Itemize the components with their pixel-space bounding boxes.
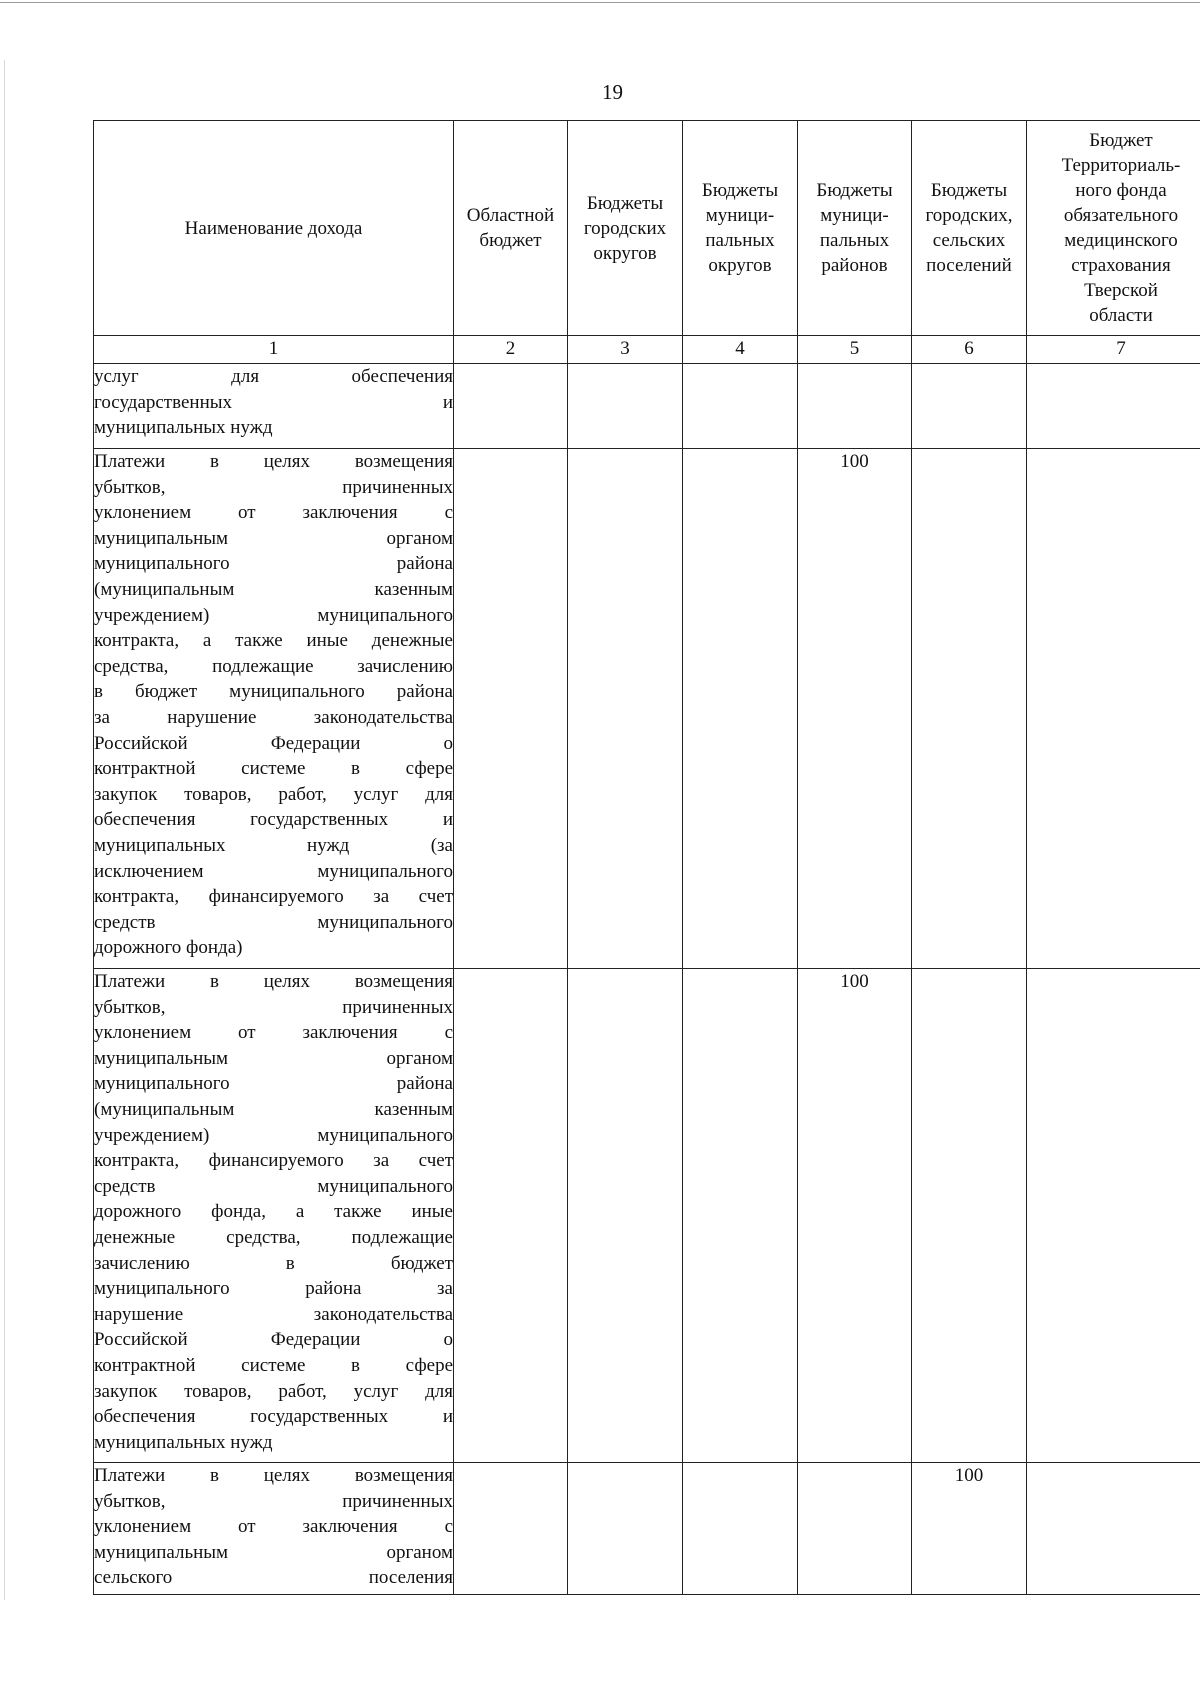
column-header-line: пальных (705, 230, 775, 251)
column-header-line: ного фонда (1075, 180, 1167, 201)
revenue-name-line: сельского поселения (94, 1567, 453, 1589)
revenue-name-line: Российской Федерации о (94, 1329, 453, 1351)
column-header-line: области (1089, 305, 1153, 326)
revenue-name-line: уклонением от заключения с (94, 502, 453, 524)
share-value-cell (1027, 364, 1200, 449)
revenue-name-line: Платежи в целях возмещения (94, 971, 453, 992)
revenue-name-line: муниципального района за (94, 1278, 453, 1300)
column-header-line: Территориаль- (1061, 155, 1181, 176)
revenue-name-line: (муниципальным казенным (94, 578, 453, 600)
column-number: 7 (1027, 336, 1200, 364)
column-header-line: медицинского (1064, 230, 1178, 251)
share-value-cell (454, 969, 568, 1463)
revenue-name-line: в бюджет муниципального района (94, 681, 453, 703)
column-number: 5 (798, 336, 912, 364)
revenue-name-line: (муниципальным казенным (94, 1098, 453, 1120)
revenue-distribution-table (93, 120, 1200, 1595)
column-header (683, 121, 798, 336)
revenue-name-line: муниципальных нужд (94, 417, 273, 439)
column-header (94, 121, 454, 336)
share-value-cell (454, 364, 568, 449)
revenue-name-line: государственных и (94, 391, 453, 413)
column-header-line: пальных (819, 230, 890, 251)
column-header-line: Бюджеты (701, 180, 779, 201)
column-header (912, 121, 1027, 336)
revenue-name-cell (94, 364, 454, 449)
column-header (568, 121, 683, 336)
revenue-name-line: Российской Федерации о (94, 732, 453, 754)
column-header-line: Тверской (1084, 280, 1158, 301)
share-value-cell: 100 (798, 449, 912, 969)
revenue-name-line: обеспечения государственных и (94, 1406, 453, 1428)
revenue-name-line: контракта, а также иные денежные (94, 630, 453, 652)
column-header (454, 121, 568, 336)
revenue-name-line: муниципальным органом (94, 1047, 453, 1069)
revenue-name-line: учреждением) муниципального (94, 604, 453, 626)
revenue-name-line: убытков, причиненных (94, 476, 453, 498)
column-header-line: Наименование дохода (184, 217, 363, 239)
revenue-name-line: за нарушение законодательства (94, 706, 453, 728)
revenue-name-line: исключением муниципального (94, 860, 453, 882)
table-row (94, 1463, 1200, 1595)
column-header-line: сельских (932, 230, 1006, 251)
table-row (94, 969, 1200, 1463)
share-value-cell (568, 969, 683, 1463)
revenue-name-line: дорожного фонда, а также иные (94, 1201, 453, 1223)
revenue-name-line: средств муниципального (94, 911, 453, 933)
column-header-line: Бюджеты (816, 180, 893, 201)
revenue-name-line: нарушение законодательства (94, 1303, 453, 1325)
column-header-line: городских (583, 217, 667, 239)
revenue-name-line: муниципального района (94, 553, 453, 575)
column-header-line: муници- (820, 205, 889, 226)
revenue-name-line: муниципальным органом (94, 1541, 453, 1563)
revenue-name-line: зачислению в бюджет (94, 1252, 453, 1274)
column-header-line: Бюджеты (930, 180, 1008, 201)
share-value-cell (683, 449, 798, 969)
column-header-line: Бюджеты (586, 192, 664, 214)
column-header-line: поселений (926, 255, 1012, 276)
revenue-name-line: убытков, причиненных (94, 1490, 453, 1512)
column-header-line: округов (708, 255, 772, 276)
column-header (1027, 121, 1200, 336)
share-value-cell (912, 449, 1027, 969)
share-value-cell (568, 1463, 683, 1595)
page-number: 19 (602, 80, 623, 104)
column-header-line: бюджет (479, 230, 542, 251)
revenue-name-line: муниципальных нужд (94, 1431, 273, 1453)
share-value-cell (683, 969, 798, 1463)
share-value-cell (912, 364, 1027, 449)
column-header-line: округов (593, 242, 657, 264)
revenue-name-line: контракта, финансируемого за счет (94, 1150, 453, 1172)
revenue-name-line: средства, подлежащие зачислению (94, 655, 453, 677)
revenue-name-line: средств муниципального (94, 1175, 453, 1197)
share-value-cell (798, 1463, 912, 1595)
revenue-name-line: контрактной системе в сфере (94, 1354, 453, 1376)
share-value-cell (568, 364, 683, 449)
revenue-name-line: уклонением от заключения с (94, 1516, 453, 1538)
revenue-name-line: муниципального района (94, 1073, 453, 1095)
revenue-name-line: закупок товаров, работ, услуг для (94, 783, 453, 805)
column-header-line: городских, (925, 205, 1013, 226)
table-header-row (94, 121, 1200, 336)
revenue-name-line: муниципальных нужд (за (94, 834, 453, 856)
revenue-name-line: Платежи в целях возмещения (94, 1465, 453, 1486)
table-row (94, 449, 1200, 969)
share-value-cell: 100 (912, 1463, 1027, 1595)
share-value-cell (683, 1463, 798, 1595)
revenue-name-line: муниципальным органом (94, 527, 453, 549)
revenue-name-line: закупок товаров, работ, услуг для (94, 1380, 453, 1402)
revenue-name-line: обеспечения государственных и (94, 809, 453, 831)
column-number: 1 (94, 336, 454, 364)
revenue-name-line: контракта, финансируемого за счет (94, 886, 453, 908)
column-number: 3 (568, 336, 683, 364)
share-value-cell (454, 449, 568, 969)
share-value-cell (683, 364, 798, 449)
revenue-name-line: Платежи в целях возмещения (94, 451, 453, 472)
revenue-name-line: убытков, причиненных (94, 996, 453, 1018)
scan-left-edge (4, 60, 5, 1600)
share-value-cell (798, 364, 912, 449)
share-value-cell (1027, 449, 1200, 969)
column-number: 6 (912, 336, 1027, 364)
revenue-name-line: услуг для обеспечения (94, 366, 453, 387)
revenue-name-line: уклонением от заключения с (94, 1022, 453, 1044)
share-value-cell (1027, 1463, 1200, 1595)
table-row (94, 364, 1200, 449)
column-number: 4 (683, 336, 798, 364)
column-header-line: Областной (466, 205, 555, 226)
revenue-name-cell (94, 969, 454, 1463)
share-value-cell (1027, 969, 1200, 1463)
revenue-name-cell (94, 449, 454, 969)
column-header-line: муници- (705, 205, 775, 226)
column-number-row (94, 336, 1200, 364)
revenue-name-line: контрактной системе в сфере (94, 758, 453, 780)
revenue-name-line: денежные средства, подлежащие (94, 1226, 453, 1248)
revenue-name-line: дорожного фонда) (94, 937, 243, 959)
share-value-cell (454, 1463, 568, 1595)
scan-top-edge (0, 2, 1200, 3)
column-header-line: страхования (1071, 255, 1171, 276)
share-value-cell (568, 449, 683, 969)
column-number: 2 (454, 336, 568, 364)
column-header-line: районов (821, 255, 888, 276)
revenue-name-line: учреждением) муниципального (94, 1124, 453, 1146)
column-header-line: Бюджет (1089, 130, 1153, 151)
revenue-name-cell (94, 1463, 454, 1595)
column-header-line: обязательного (1063, 205, 1179, 226)
column-header (798, 121, 912, 336)
share-value-cell (912, 969, 1027, 1463)
share-value-cell: 100 (798, 969, 912, 1463)
table-body (94, 364, 1200, 1595)
